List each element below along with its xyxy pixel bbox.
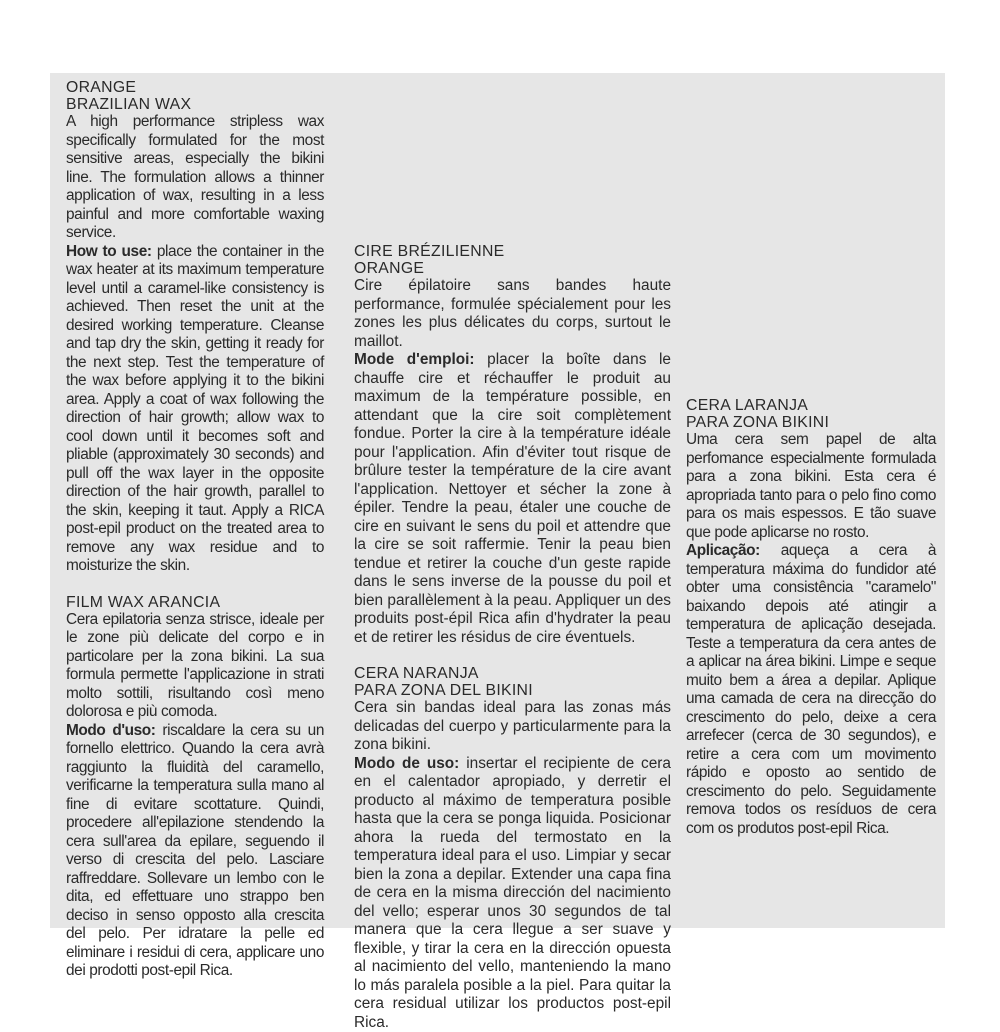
section-portuguese bbox=[686, 397, 936, 838]
section-french bbox=[354, 243, 671, 647]
french-mode-label: Mode d'emploi: bbox=[354, 351, 475, 368]
french-instructions bbox=[354, 351, 671, 647]
french-title-line1: CIRE BRÉZILIENNE bbox=[354, 243, 671, 260]
english-title-line1: ORANGE bbox=[66, 79, 324, 96]
portuguese-mode-text: aqueça a cera à temperatura máxima do fundidor até obter uma consistência "caramelo" baixando depois até atingir a temperatura de aplicação desejada. Teste a temperatura da cera antes de a aplicar na área bikini. Limpe e seque muito bem a área a depilar. Aplique uma camada de cera na direcção do crescimento do pelo, deixe a cera arrefecer (cerca de 30 segundos), e retire a cera com um movimento rápido e oposto ao sentido de crescimento do pelo. Seguidamente remova todos os resíduos de cera com os produtos post-epil Rica. bbox=[686, 542, 936, 837]
column-right bbox=[686, 79, 936, 838]
english-intro: A high performance stripless wax specifically formulated for the most sensitive areas, especially the bikini line. The formulation allows a thinner application of wax, resulting in a less painful and more comfortable waxing service. bbox=[66, 113, 324, 243]
english-instructions bbox=[66, 243, 324, 576]
spanish-title-line1: CERA NARANJA bbox=[354, 665, 671, 682]
product-label-sheet bbox=[50, 73, 945, 928]
italian-instructions bbox=[66, 722, 324, 981]
english-title-line2: BRAZILIAN WAX bbox=[66, 96, 324, 113]
spanish-mode-label: Modo de uso: bbox=[354, 755, 459, 772]
english-howto-text: place the container in the wax heater at its maximum temperature level until a caramel-like consistency is achieved. Then reset the unit at the desired working temperature. Cleanse and tap dry the skin, getting it ready for the next step. Test the temperature of the wax before applying it to the bikini area. Apply a coat of wax following the direction of hair growth; allow wax to cool down until it becomes soft and pliable (approximately 30 seconds) and pull off the wax layer in the opposite direction of the hair growth, parallel to the skin, keeping it taut. Apply a RICA post-epil product on the treated area to remove any wax residue and to moisturize the skin. bbox=[66, 243, 324, 575]
portuguese-intro: Uma cera sem papel de alta perfomance especialmente formulada para a zona bikini. Esta cera é apropriada tanto para o pelo fino como para os mais espessos. E tão suave que pode aplicarse no rosto. bbox=[686, 431, 936, 542]
italian-title: FILM WAX ARANCIA bbox=[66, 594, 324, 611]
spanish-mode-text: insertar el recipiente de cera en el calentador apropiado, y derretir el producto al máximo de temperatura posible hasta que la cera se ponga liquida. Posicionar ahora la rueda del termostato en la temperatura ideal para el uso. Limpiar y secar bien la zona a depilar. Extender una capa fina de cera en la misma dirección del nacimiento del vello; esperar unos 30 segundos de tal manera que la cera llegue a ser suave y flexible, y tirar la cera en la dirección opuesta al nacimiento del vello, manteniendo la mano lo más paralela posible a la piel. Para quitar la cera residual utilizar los productos post-epil Rica. bbox=[354, 755, 671, 1031]
italian-mode-text: riscaldare la cera su un fornello elettrico. Quando la cera avrà raggiunto la fluidità del caramello, verificarne la temperatura sulla mano al fine di evitare scottature. Quindi, procedere all'epilazione stendendo la cera sull'area da epilare, seguendo il verso di crescita del pelo. Lasciare raffreddare. Sollevare un lembo con le dita, ed effettuare uno strappo ben deciso in senso opposto alla crescita del pelo. Per idratare la pelle ed eliminare i residui di cera, applicare uno dei prodotti post-epil Rica. bbox=[66, 722, 324, 980]
column-left bbox=[66, 79, 324, 981]
french-title-line2: ORANGE bbox=[354, 260, 671, 277]
section-english bbox=[66, 79, 324, 576]
french-mode-text: placer la boîte dans le chauffe cire et réchauffer le produit au maximum de la température possible, en attendant que la cire soit complètement fondue. Porter la cire à la température idéale pour l'application. Afin d'éviter tout risque de brûlure tester la température de la cire avant l'application. Nettoyer et sécher la zone à épiler. Tendre la peau, étaler une couche de cire en suivant le sens du poil et attendre que la cire se soit raffermie. Tenir la peau bien tendue et retirer la couche d'un geste rapide dans le sens inverse de la pousse du poil et bien parallèlement à la peau. Appliquer un des produits post-épil Rica afin d'hydrater la peau et de retirer les résidus de cire éventuels. bbox=[354, 351, 671, 646]
italian-intro: Cera epilatoria senza strisce, ideale per le zone più delicate del corpo e in particolare per la zona bikini. La sua formula permette l'applicazione in strati molto sottili, risultando così meno dolorosa e più comoda. bbox=[66, 611, 324, 722]
spanish-title-line2: PARA ZONA DEL BIKINI bbox=[354, 682, 671, 699]
portuguese-title-line1: CERA LARANJA bbox=[686, 397, 936, 414]
portuguese-instructions bbox=[686, 542, 936, 838]
english-howto-label: How to use: bbox=[66, 243, 152, 260]
spanish-intro: Cera sin bandas ideal para las zonas más delicadas del cuerpo y particularmente para la zona bikini. bbox=[354, 699, 671, 755]
italian-mode-label: Modo d'uso: bbox=[66, 722, 155, 739]
portuguese-title-line2: PARA ZONA BIKINI bbox=[686, 414, 936, 431]
column-middle bbox=[354, 75, 671, 1032]
section-italian bbox=[66, 594, 324, 981]
section-spanish bbox=[354, 665, 671, 1032]
french-intro: Cire épilatoire sans bandes haute performance, formulée spécialement pour les zones les plus délicates du corps, surtout le maillot. bbox=[354, 277, 671, 351]
portuguese-mode-label: Aplicação: bbox=[686, 542, 760, 559]
spanish-instructions bbox=[354, 755, 671, 1032]
